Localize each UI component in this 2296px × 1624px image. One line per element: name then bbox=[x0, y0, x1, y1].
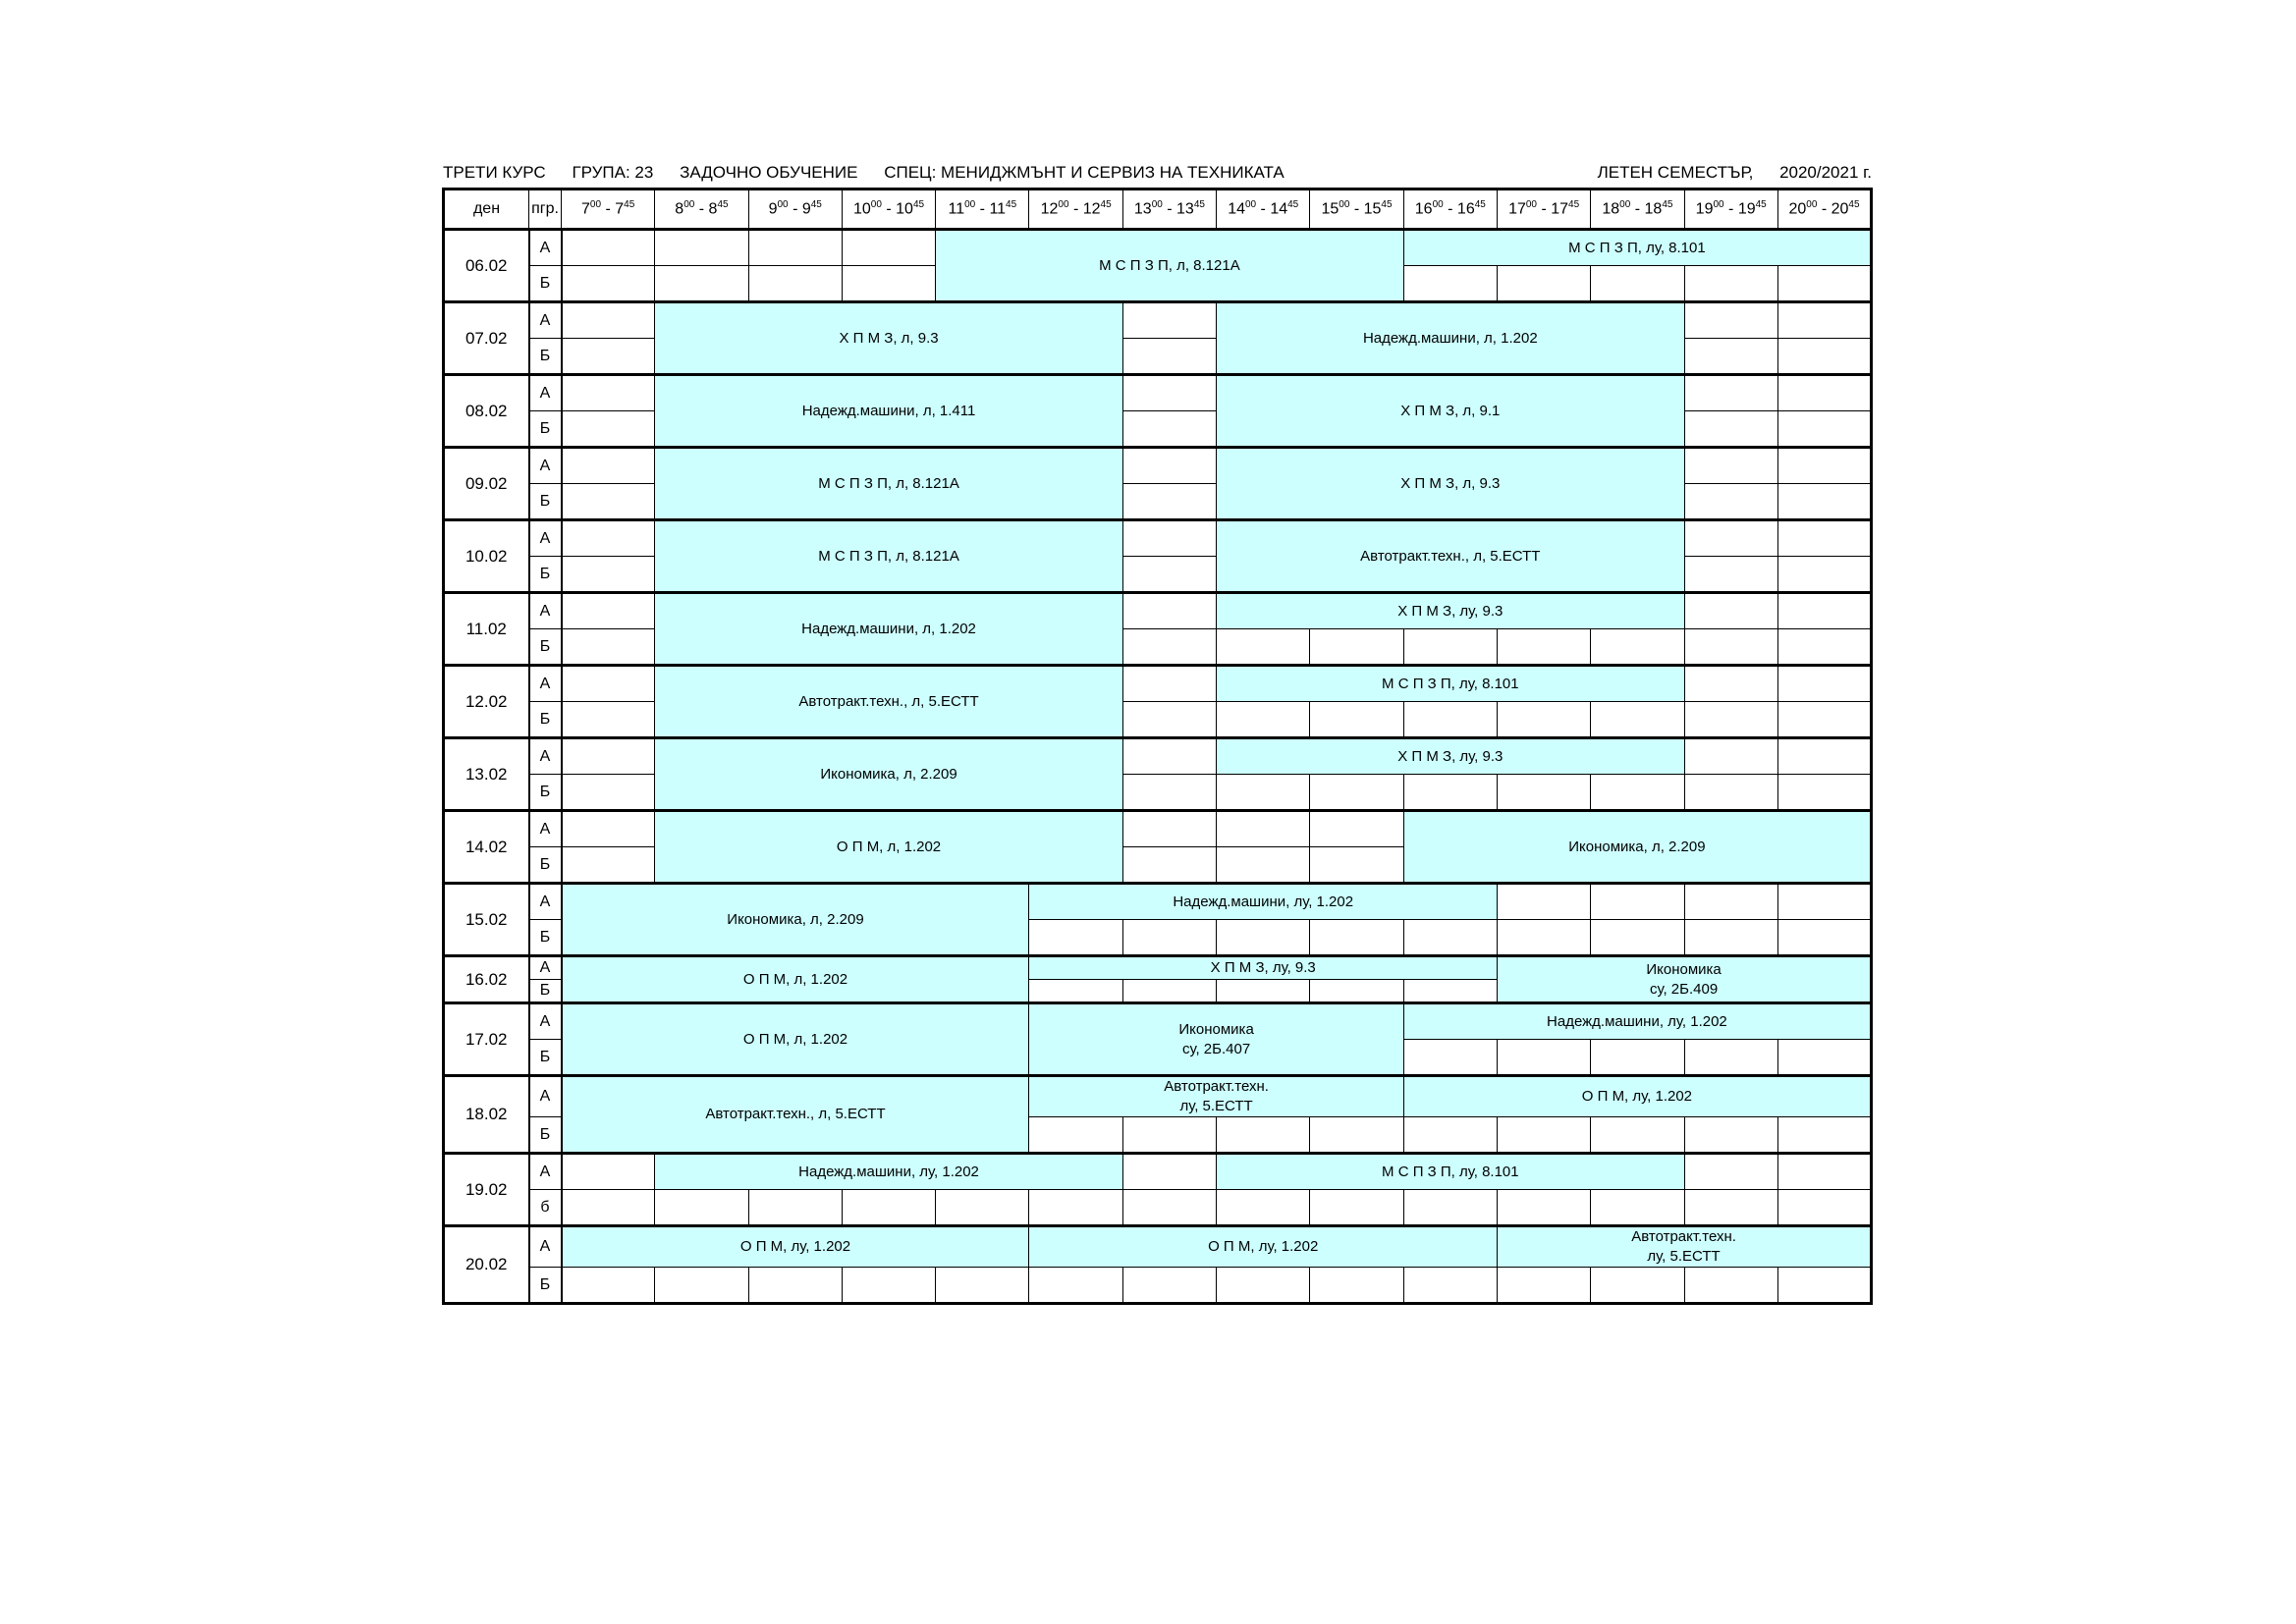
empty-slot bbox=[1684, 1154, 1777, 1190]
day-date: 19.02 bbox=[444, 1154, 529, 1226]
empty-slot bbox=[1591, 702, 1684, 738]
class-block: Х П М З, лу, 9.3 bbox=[1217, 593, 1684, 629]
class-block: Х П М З, лу, 9.3 bbox=[1029, 956, 1497, 980]
empty-slot bbox=[1217, 702, 1310, 738]
class-block: М С П З П, л, 8.121А bbox=[936, 230, 1403, 302]
time-slot-header: $7^{00} - 7^{45}$ bbox=[562, 189, 655, 230]
empty-slot bbox=[842, 230, 935, 266]
class-block: М С П З П, лу, 8.101 bbox=[1217, 1154, 1684, 1190]
subgroup-label: Б bbox=[529, 557, 562, 593]
empty-slot bbox=[1684, 666, 1777, 702]
day-row bbox=[444, 1003, 1872, 1040]
empty-slot bbox=[655, 230, 748, 266]
empty-slot bbox=[842, 1190, 935, 1226]
day-date: 16.02 bbox=[444, 956, 529, 1003]
empty-slot bbox=[1403, 1268, 1497, 1304]
class-block: Автотракт.техн. лу, 5.ЕСТТ bbox=[1497, 1226, 1871, 1268]
empty-slot bbox=[1122, 1190, 1216, 1226]
empty-slot bbox=[1684, 557, 1777, 593]
time-slot-header: $17^{00} - 17^{45}$ bbox=[1497, 189, 1590, 230]
empty-slot bbox=[1122, 520, 1216, 557]
subgroup-label: Б bbox=[529, 1268, 562, 1304]
empty-slot bbox=[1122, 484, 1216, 520]
empty-slot bbox=[1591, 884, 1684, 920]
empty-slot bbox=[1684, 339, 1777, 375]
form-label: ЗАДОЧНО ОБУЧЕНИЕ bbox=[680, 163, 858, 182]
empty-slot bbox=[1122, 629, 1216, 666]
empty-slot bbox=[1777, 375, 1871, 411]
empty-slot bbox=[1217, 1117, 1310, 1154]
class-block: О П М, л, 1.202 bbox=[562, 956, 1029, 1003]
empty-slot bbox=[1777, 1117, 1871, 1154]
empty-slot bbox=[1497, 629, 1590, 666]
class-block: Надежд.машини, л, 1.202 bbox=[1217, 302, 1684, 375]
empty-slot bbox=[1122, 375, 1216, 411]
empty-slot bbox=[562, 557, 655, 593]
empty-slot bbox=[1497, 775, 1590, 811]
empty-slot bbox=[1777, 339, 1871, 375]
time-slot-header: $15^{00} - 15^{45}$ bbox=[1310, 189, 1403, 230]
header-right bbox=[1598, 163, 1872, 183]
class-block: Автотракт.техн. лу, 5.ЕСТТ bbox=[1029, 1076, 1403, 1117]
empty-slot bbox=[1684, 520, 1777, 557]
empty-slot bbox=[1777, 484, 1871, 520]
course-label: ТРЕТИ КУРС bbox=[443, 163, 546, 182]
day-row bbox=[444, 956, 1872, 980]
subgroup-label: А bbox=[529, 230, 562, 266]
empty-slot bbox=[748, 230, 842, 266]
empty-slot bbox=[1403, 1040, 1497, 1076]
day-row bbox=[444, 302, 1872, 339]
empty-slot bbox=[655, 266, 748, 302]
day-row bbox=[444, 738, 1872, 775]
empty-slot bbox=[1122, 411, 1216, 448]
empty-slot bbox=[1591, 1117, 1684, 1154]
time-slot-header: $19^{00} - 19^{45}$ bbox=[1684, 189, 1777, 230]
empty-slot bbox=[1684, 884, 1777, 920]
day-date: 14.02 bbox=[444, 811, 529, 884]
class-block: О П М, лу, 1.202 bbox=[562, 1226, 1029, 1268]
subgroup-label: А bbox=[529, 520, 562, 557]
class-block: Надежд.машини, лу, 1.202 bbox=[1029, 884, 1497, 920]
subgroup-label: Б bbox=[529, 980, 562, 1003]
empty-slot bbox=[1777, 1154, 1871, 1190]
empty-slot bbox=[1777, 302, 1871, 339]
subgroup-label: А bbox=[529, 375, 562, 411]
empty-slot bbox=[1497, 920, 1590, 956]
empty-slot bbox=[562, 1190, 655, 1226]
class-block: Надежд.машини, л, 1.202 bbox=[655, 593, 1122, 666]
empty-slot bbox=[1217, 775, 1310, 811]
empty-slot bbox=[1310, 629, 1403, 666]
subgroup-label: А bbox=[529, 666, 562, 702]
empty-slot bbox=[562, 629, 655, 666]
time-slot-header: $11^{00} - 11^{45}$ bbox=[936, 189, 1029, 230]
empty-slot bbox=[1310, 775, 1403, 811]
empty-slot bbox=[1310, 1190, 1403, 1226]
empty-slot bbox=[1777, 666, 1871, 702]
time-slot-header: $8^{00} - 8^{45}$ bbox=[655, 189, 748, 230]
empty-slot bbox=[1029, 920, 1122, 956]
empty-slot bbox=[655, 1268, 748, 1304]
time-slot-header: $9^{00} - 9^{45}$ bbox=[748, 189, 842, 230]
empty-slot bbox=[562, 775, 655, 811]
day-date: 17.02 bbox=[444, 1003, 529, 1076]
class-block: Х П М З, л, 9.1 bbox=[1217, 375, 1684, 448]
empty-slot bbox=[1777, 411, 1871, 448]
day-row bbox=[444, 1076, 1872, 1117]
empty-slot bbox=[562, 411, 655, 448]
empty-slot bbox=[1684, 302, 1777, 339]
schedule-header bbox=[443, 163, 1872, 185]
subgroup-label: Б bbox=[529, 266, 562, 302]
class-block: Автотракт.техн., л, 5.ЕСТТ bbox=[1217, 520, 1684, 593]
empty-slot bbox=[562, 593, 655, 629]
subgroup-label: Б bbox=[529, 411, 562, 448]
empty-slot bbox=[842, 1268, 935, 1304]
empty-slot bbox=[1497, 1040, 1590, 1076]
day-row bbox=[444, 520, 1872, 557]
subgroup-label: А bbox=[529, 1226, 562, 1268]
subgroup-label: Б bbox=[529, 629, 562, 666]
subgroup-label: А bbox=[529, 884, 562, 920]
empty-slot bbox=[1029, 1268, 1122, 1304]
class-block: Х П М З, л, 9.3 bbox=[1217, 448, 1684, 520]
class-block: Автотракт.техн., л, 5.ЕСТТ bbox=[655, 666, 1122, 738]
class-block: Х П М З, л, 9.3 bbox=[655, 302, 1122, 375]
empty-slot bbox=[1591, 1040, 1684, 1076]
time-slot-header: $13^{00} - 13^{45}$ bbox=[1122, 189, 1216, 230]
subgroup-label: А bbox=[529, 593, 562, 629]
empty-slot bbox=[1403, 920, 1497, 956]
class-block: Автотракт.техн., л, 5.ЕСТТ bbox=[562, 1076, 1029, 1154]
day-date: 09.02 bbox=[444, 448, 529, 520]
subgroup-label: Б bbox=[529, 339, 562, 375]
subgroup-label: Б bbox=[529, 1040, 562, 1076]
empty-slot bbox=[1684, 411, 1777, 448]
time-header-row bbox=[444, 189, 1872, 230]
empty-slot bbox=[748, 1190, 842, 1226]
empty-slot bbox=[1122, 448, 1216, 484]
class-block: Икономика, л, 2.209 bbox=[562, 884, 1029, 956]
empty-slot bbox=[562, 302, 655, 339]
empty-slot bbox=[562, 266, 655, 302]
group-label: ГРУПА: 23 bbox=[572, 163, 654, 182]
empty-slot bbox=[655, 1190, 748, 1226]
empty-slot bbox=[1777, 448, 1871, 484]
empty-slot bbox=[1497, 702, 1590, 738]
class-block: О П М, л, 1.202 bbox=[562, 1003, 1029, 1076]
class-block: О П М, лу, 1.202 bbox=[1403, 1076, 1871, 1117]
empty-slot bbox=[1497, 266, 1590, 302]
empty-slot bbox=[1684, 1190, 1777, 1226]
empty-slot bbox=[1684, 702, 1777, 738]
subgroup-label: А bbox=[529, 956, 562, 980]
day-date: 12.02 bbox=[444, 666, 529, 738]
empty-slot bbox=[1684, 448, 1777, 484]
class-block: О П М, лу, 1.202 bbox=[1029, 1226, 1497, 1268]
empty-slot bbox=[1777, 629, 1871, 666]
class-block: Икономика су, 2Б.407 bbox=[1029, 1003, 1403, 1076]
day-date: 18.02 bbox=[444, 1076, 529, 1154]
empty-slot bbox=[562, 738, 655, 775]
empty-slot bbox=[842, 266, 935, 302]
empty-slot bbox=[562, 847, 655, 884]
empty-slot bbox=[1122, 811, 1216, 847]
empty-slot bbox=[1684, 593, 1777, 629]
day-column-header: ден bbox=[444, 189, 529, 230]
time-slot-header: $16^{00} - 16^{45}$ bbox=[1403, 189, 1497, 230]
subgroup-label: А bbox=[529, 448, 562, 484]
empty-slot bbox=[1122, 557, 1216, 593]
day-row bbox=[444, 1190, 1872, 1226]
subgroup-label: А bbox=[529, 738, 562, 775]
empty-slot bbox=[1497, 1268, 1590, 1304]
empty-slot bbox=[1684, 1117, 1777, 1154]
empty-slot bbox=[1122, 339, 1216, 375]
empty-slot bbox=[1591, 920, 1684, 956]
subgroup-label: Б bbox=[529, 847, 562, 884]
empty-slot bbox=[1591, 1268, 1684, 1304]
empty-slot bbox=[1684, 484, 1777, 520]
header-left bbox=[443, 163, 1285, 183]
day-date: 06.02 bbox=[444, 230, 529, 302]
empty-slot bbox=[1122, 302, 1216, 339]
subgroup-label: Б bbox=[529, 775, 562, 811]
empty-slot bbox=[562, 1154, 655, 1190]
empty-slot bbox=[1591, 775, 1684, 811]
spec-label: СПЕЦ: МЕНИДЖМЪНТ И СЕРВИЗ НА ТЕХНИКАТА bbox=[884, 163, 1285, 182]
class-block: Надежд.машини, лу, 1.202 bbox=[1403, 1003, 1871, 1040]
subgroup-label: б bbox=[529, 1190, 562, 1226]
empty-slot bbox=[936, 1190, 1029, 1226]
day-date: 07.02 bbox=[444, 302, 529, 375]
subgroup-column-header: пгр. bbox=[529, 189, 562, 230]
empty-slot bbox=[1122, 980, 1216, 1003]
class-block: Икономика, л, 2.209 bbox=[1403, 811, 1871, 884]
empty-slot bbox=[562, 375, 655, 411]
empty-slot bbox=[1684, 1268, 1777, 1304]
empty-slot bbox=[1777, 738, 1871, 775]
subgroup-label: А bbox=[529, 1003, 562, 1040]
empty-slot bbox=[1497, 884, 1590, 920]
subgroup-label: Б bbox=[529, 702, 562, 738]
day-row bbox=[444, 666, 1872, 702]
empty-slot bbox=[562, 520, 655, 557]
day-row bbox=[444, 811, 1872, 847]
class-block: М С П З П, лу, 8.101 bbox=[1217, 666, 1684, 702]
empty-slot bbox=[1497, 1190, 1590, 1226]
empty-slot bbox=[1029, 980, 1122, 1003]
empty-slot bbox=[562, 811, 655, 847]
subgroup-label: А bbox=[529, 1154, 562, 1190]
empty-slot bbox=[1684, 375, 1777, 411]
empty-slot bbox=[936, 1268, 1029, 1304]
empty-slot bbox=[1122, 738, 1216, 775]
empty-slot bbox=[748, 1268, 842, 1304]
class-block: Икономика су, 2Б.409 bbox=[1497, 956, 1871, 1003]
day-row bbox=[444, 230, 1872, 266]
day-row bbox=[444, 375, 1872, 411]
empty-slot bbox=[562, 702, 655, 738]
empty-slot bbox=[1684, 775, 1777, 811]
empty-slot bbox=[562, 448, 655, 484]
day-date: 20.02 bbox=[444, 1226, 529, 1304]
empty-slot bbox=[1403, 629, 1497, 666]
empty-slot bbox=[1777, 557, 1871, 593]
empty-slot bbox=[1310, 847, 1403, 884]
empty-slot bbox=[1777, 1268, 1871, 1304]
empty-slot bbox=[1777, 702, 1871, 738]
empty-slot bbox=[1122, 666, 1216, 702]
empty-slot bbox=[1122, 920, 1216, 956]
class-block: Х П М З, лу, 9.3 bbox=[1217, 738, 1684, 775]
subgroup-label: А bbox=[529, 811, 562, 847]
day-date: 15.02 bbox=[444, 884, 529, 956]
empty-slot bbox=[1684, 629, 1777, 666]
day-row bbox=[444, 1268, 1872, 1304]
year-label: 2020/2021 г. bbox=[1779, 163, 1872, 182]
class-block: М С П З П, л, 8.121А bbox=[655, 520, 1122, 593]
empty-slot bbox=[1403, 775, 1497, 811]
empty-slot bbox=[1591, 266, 1684, 302]
class-block: Надежд.машини, л, 1.411 bbox=[655, 375, 1122, 448]
empty-slot bbox=[1122, 702, 1216, 738]
empty-slot bbox=[1777, 1040, 1871, 1076]
empty-slot bbox=[1777, 775, 1871, 811]
day-row bbox=[444, 1226, 1872, 1268]
schedule-table bbox=[442, 188, 1873, 1305]
empty-slot bbox=[562, 230, 655, 266]
time-slot-header: $20^{00} - 20^{45}$ bbox=[1777, 189, 1871, 230]
empty-slot bbox=[1217, 1190, 1310, 1226]
empty-slot bbox=[1122, 1154, 1216, 1190]
empty-slot bbox=[1591, 629, 1684, 666]
subgroup-label: Б bbox=[529, 484, 562, 520]
empty-slot bbox=[1310, 1117, 1403, 1154]
empty-slot bbox=[1122, 1268, 1216, 1304]
semester-label: ЛЕТЕН СЕМЕСТЪР, bbox=[1597, 163, 1754, 182]
empty-slot bbox=[1403, 266, 1497, 302]
empty-slot bbox=[1684, 1040, 1777, 1076]
empty-slot bbox=[1029, 1190, 1122, 1226]
empty-slot bbox=[1684, 920, 1777, 956]
empty-slot bbox=[1777, 266, 1871, 302]
empty-slot bbox=[1122, 775, 1216, 811]
empty-slot bbox=[1217, 920, 1310, 956]
empty-slot bbox=[1777, 520, 1871, 557]
empty-slot bbox=[1217, 629, 1310, 666]
empty-slot bbox=[562, 484, 655, 520]
empty-slot bbox=[1777, 920, 1871, 956]
day-date: 08.02 bbox=[444, 375, 529, 448]
day-date: 11.02 bbox=[444, 593, 529, 666]
empty-slot bbox=[1403, 980, 1497, 1003]
empty-slot bbox=[1591, 1190, 1684, 1226]
empty-slot bbox=[1777, 884, 1871, 920]
empty-slot bbox=[1310, 980, 1403, 1003]
time-slot-header: $10^{00} - 10^{45}$ bbox=[842, 189, 935, 230]
empty-slot bbox=[1777, 593, 1871, 629]
day-row bbox=[444, 884, 1872, 920]
class-block: М С П З П, лу, 8.101 bbox=[1403, 230, 1871, 266]
empty-slot bbox=[748, 266, 842, 302]
day-row bbox=[444, 1154, 1872, 1190]
empty-slot bbox=[1217, 847, 1310, 884]
empty-slot bbox=[1684, 266, 1777, 302]
day-row bbox=[444, 593, 1872, 629]
empty-slot bbox=[1403, 1190, 1497, 1226]
empty-slot bbox=[1122, 593, 1216, 629]
subgroup-label: А bbox=[529, 302, 562, 339]
empty-slot bbox=[1310, 702, 1403, 738]
time-slot-header: $18^{00} - 18^{45}$ bbox=[1591, 189, 1684, 230]
empty-slot bbox=[1777, 1190, 1871, 1226]
empty-slot bbox=[1029, 1117, 1122, 1154]
time-slot-header: $12^{00} - 12^{45}$ bbox=[1029, 189, 1122, 230]
empty-slot bbox=[1217, 811, 1310, 847]
time-slot-header: $14^{00} - 14^{45}$ bbox=[1217, 189, 1310, 230]
class-block: М С П З П, л, 8.121А bbox=[655, 448, 1122, 520]
class-block: Икономика, л, 2.209 bbox=[655, 738, 1122, 811]
empty-slot bbox=[1497, 1117, 1590, 1154]
empty-slot bbox=[1122, 1117, 1216, 1154]
class-block: Надежд.машини, лу, 1.202 bbox=[655, 1154, 1122, 1190]
empty-slot bbox=[1684, 738, 1777, 775]
day-date: 13.02 bbox=[444, 738, 529, 811]
empty-slot bbox=[1403, 1117, 1497, 1154]
empty-slot bbox=[1310, 811, 1403, 847]
empty-slot bbox=[562, 339, 655, 375]
subgroup-label: А bbox=[529, 1076, 562, 1117]
empty-slot bbox=[562, 1268, 655, 1304]
day-row bbox=[444, 448, 1872, 484]
day-date: 10.02 bbox=[444, 520, 529, 593]
empty-slot bbox=[1403, 702, 1497, 738]
empty-slot bbox=[1310, 920, 1403, 956]
class-block: О П М, л, 1.202 bbox=[655, 811, 1122, 884]
empty-slot bbox=[1310, 1268, 1403, 1304]
subgroup-label: Б bbox=[529, 920, 562, 956]
empty-slot bbox=[1217, 1268, 1310, 1304]
empty-slot bbox=[562, 666, 655, 702]
empty-slot bbox=[1122, 847, 1216, 884]
empty-slot bbox=[1217, 980, 1310, 1003]
subgroup-label: Б bbox=[529, 1117, 562, 1154]
